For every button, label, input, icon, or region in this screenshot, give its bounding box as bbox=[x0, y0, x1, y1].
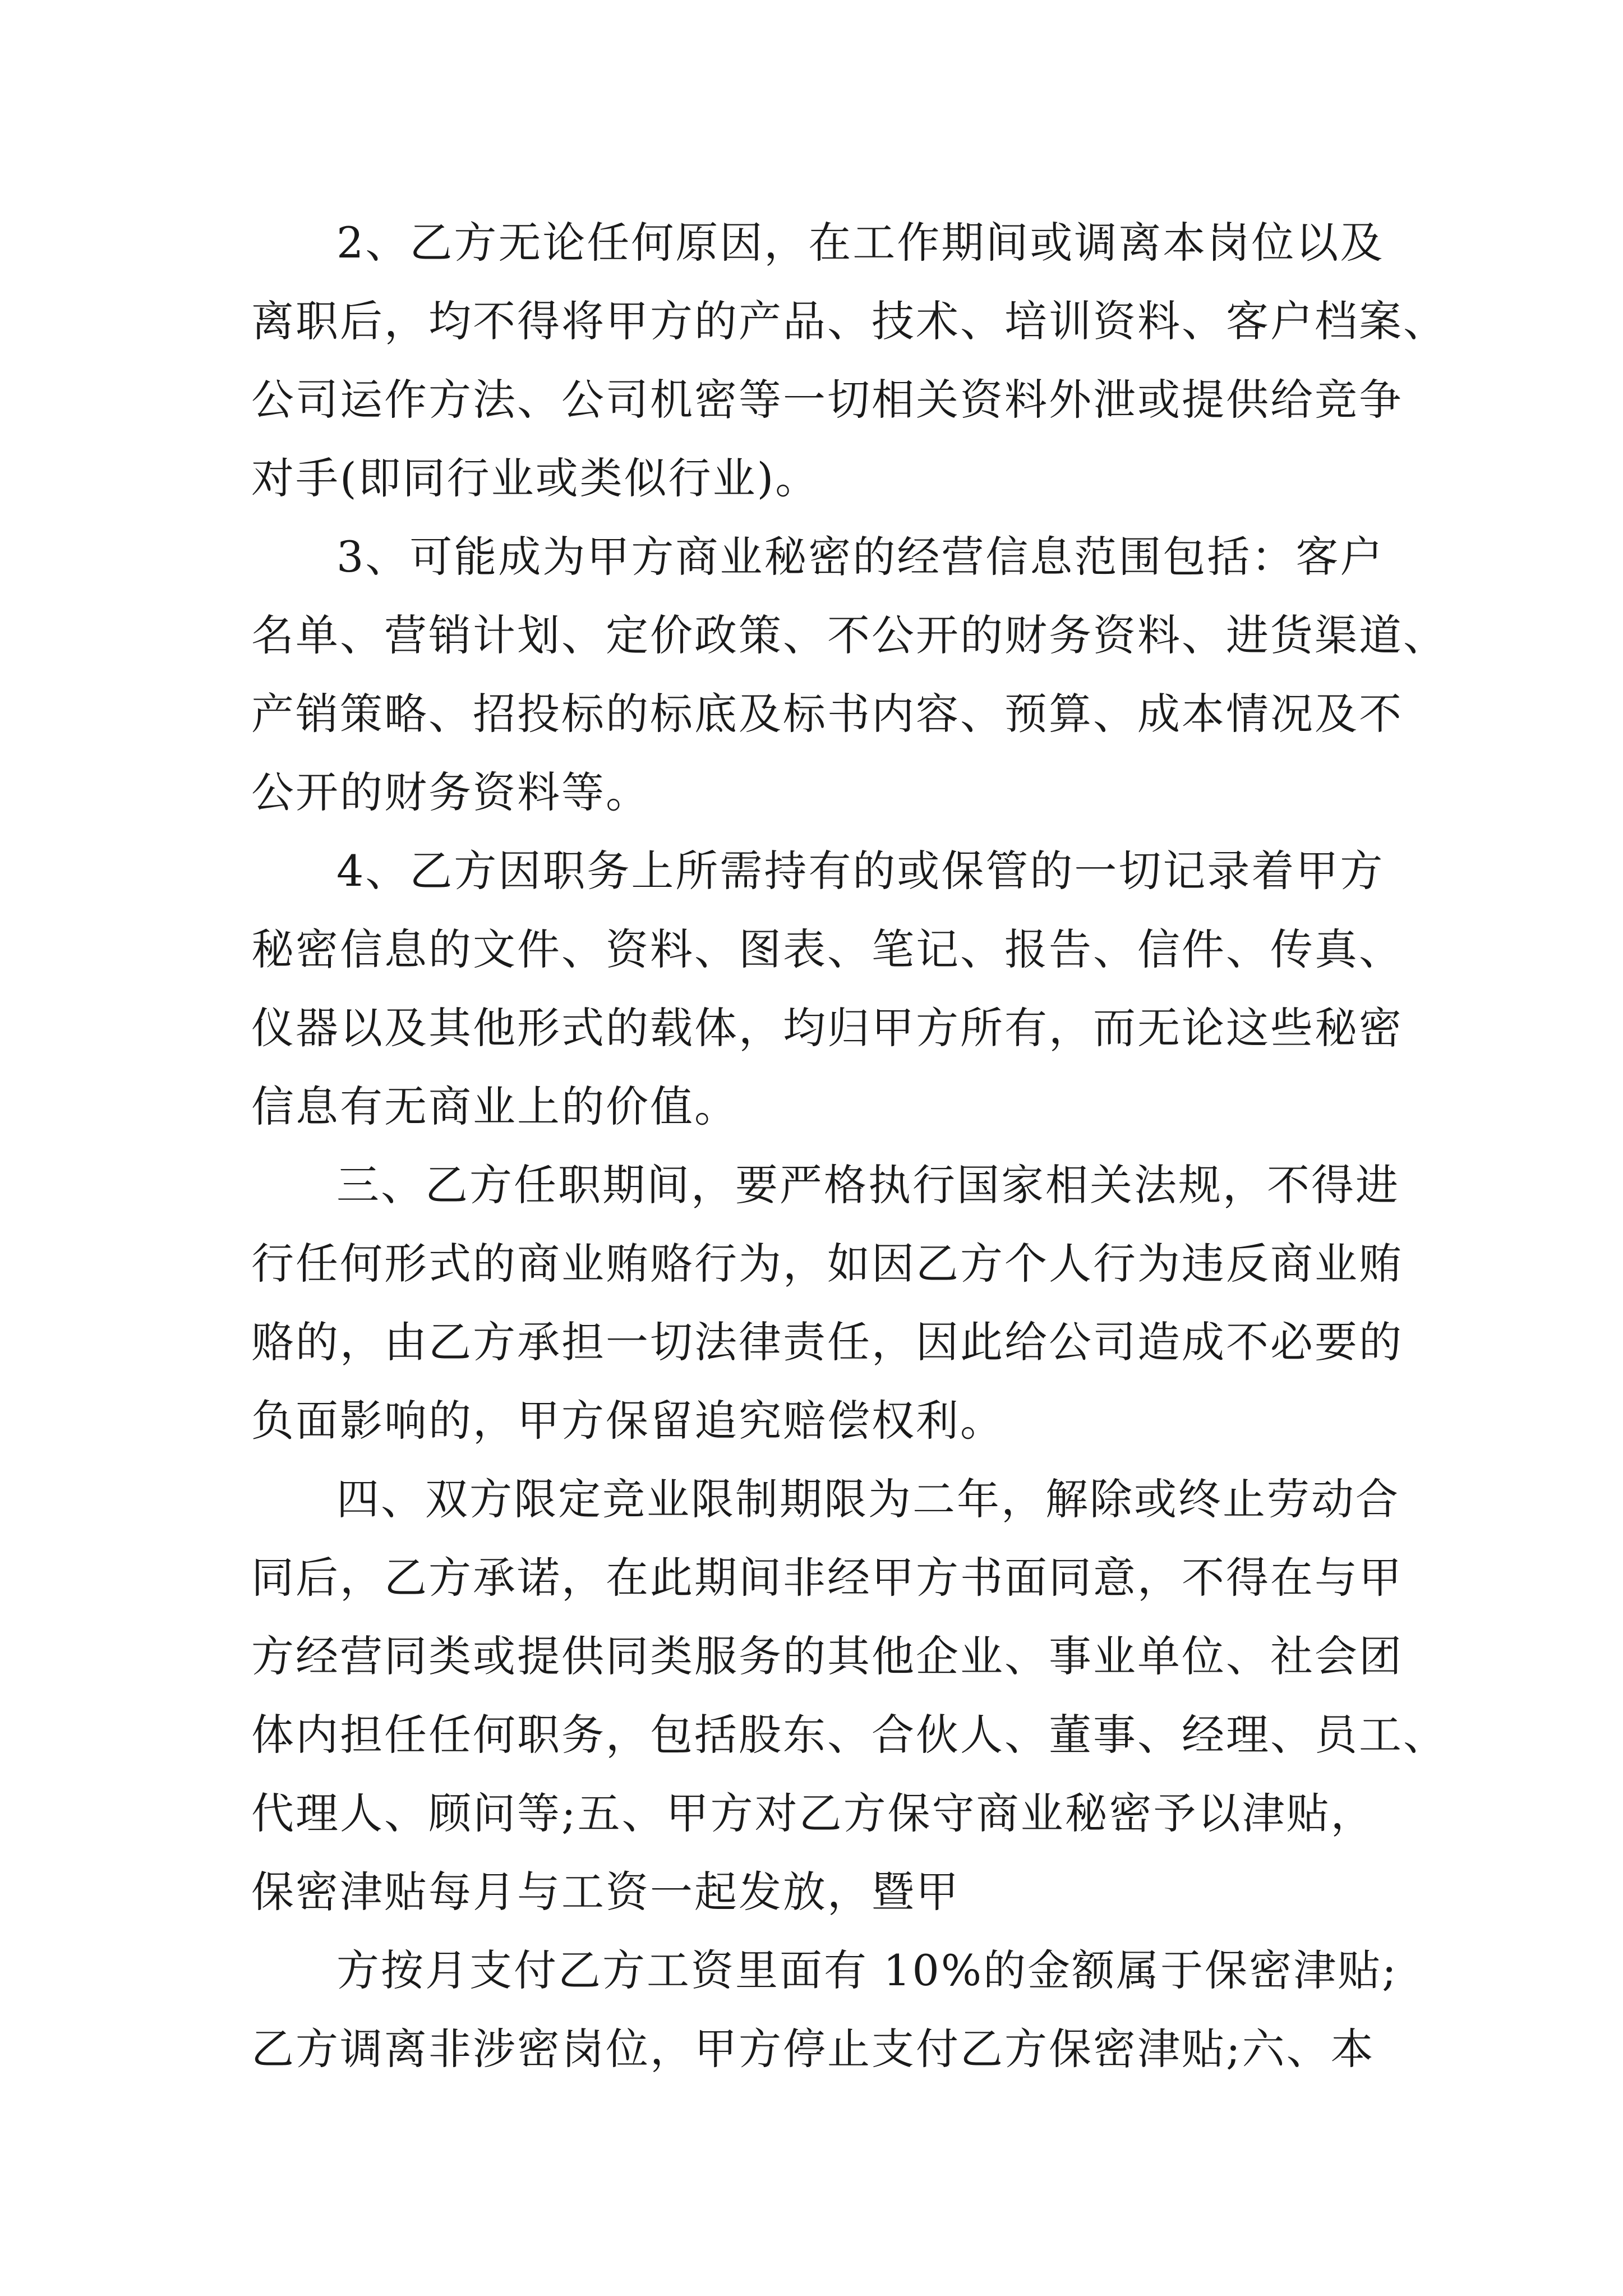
text-line: 仪器以及其他形式的载体，均归甲方所有，而无论这些秘密 bbox=[251, 1003, 1403, 1053]
text-line: 赂的，由乙方承担一切法律责任，因此给公司造成不必要的 bbox=[251, 1317, 1403, 1367]
text-line: 三、乙方任职期间，要严格执行国家相关法规，不得进 bbox=[336, 1160, 1400, 1210]
text-line: 公司运作方法、公司机密等一切相关资料外泄或提供给竞争 bbox=[251, 375, 1403, 425]
text-line: 2、乙方无论任何原因，在工作期间或调离本岗位以及 bbox=[336, 218, 1385, 268]
text-line: 3、可能成为甲方商业秘密的经营信息范围包括：客户 bbox=[336, 532, 1385, 582]
text-line: 负面影响的，甲方保留追究赔偿权利。 bbox=[251, 1396, 1004, 1446]
text-line: 产销策略、招投标的标底及标书内容、预算、成本情况及不 bbox=[251, 689, 1403, 739]
text-line: 行任何形式的商业贿赂行为，如因乙方个人行为违反商业贿 bbox=[251, 1239, 1403, 1289]
text-line: 乙方调离非涉密岗位，甲方停止支付乙方保密津贴;六、本 bbox=[251, 2024, 1375, 2074]
text-line: 公开的财务资料等。 bbox=[251, 767, 650, 817]
text-line: 保密津贴每月与工资一起发放，暨甲 bbox=[251, 1867, 960, 1917]
text-line: 离职后，均不得将甲方的产品、技术、培训资料、客户档案、 bbox=[251, 296, 1447, 346]
text-line: 体内担任任何职务，包括股东、合伙人、董事、经理、员工、 bbox=[251, 1710, 1447, 1760]
text-line: 方按月支付乙方工资里面有 10%的金额属于保密津贴; bbox=[336, 1945, 1398, 1995]
text-line: 对手(即同行业或类似行业)。 bbox=[251, 453, 820, 503]
text-line: 名单、营销计划、定价政策、不公开的财务资料、进货渠道、 bbox=[251, 610, 1447, 660]
text-line: 信息有无商业上的价值。 bbox=[251, 1082, 739, 1131]
text-line: 四、双方限定竞业限制期限为二年，解除或终止劳动合 bbox=[336, 1474, 1400, 1524]
text-line: 同后，乙方承诺，在此期间非经甲方书面同意，不得在与甲 bbox=[251, 1553, 1403, 1603]
text-line: 4、乙方因职务上所需持有的或保管的一切记录着甲方 bbox=[336, 846, 1385, 896]
text-line: 代理人、顾问等;五、甲方对乙方保守商业秘密予以津贴， bbox=[251, 1788, 1375, 1838]
text-line: 秘密信息的文件、资料、图表、笔记、报告、信件、传真、 bbox=[251, 924, 1403, 974]
text-line: 方经营同类或提供同类服务的其他企业、事业单位、社会团 bbox=[251, 1631, 1403, 1681]
